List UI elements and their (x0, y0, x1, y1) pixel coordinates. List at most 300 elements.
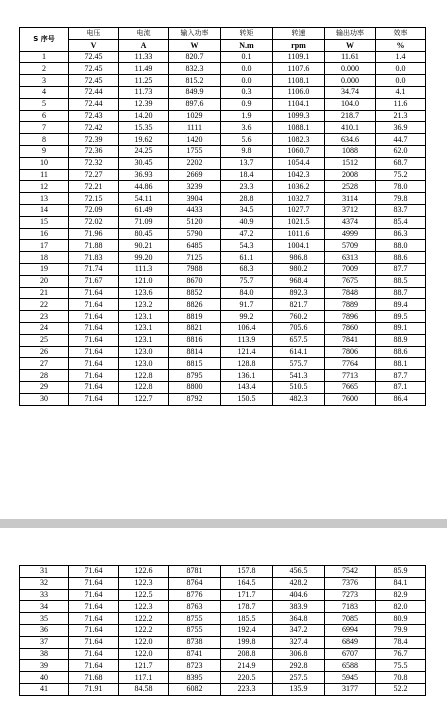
table-cell: 86.3 (376, 228, 426, 240)
table-cell: 71.64 (69, 334, 119, 346)
table-cell: 7009 (325, 263, 376, 275)
table-cell: 20 (20, 275, 69, 287)
table-cell: 28 (20, 370, 69, 382)
table-cell: 35 (20, 613, 69, 625)
table-cell: 1106.0 (273, 86, 325, 98)
table-cell: 8852 (169, 287, 221, 299)
table-cell: 71.09 (119, 216, 169, 228)
table-cell: 71.64 (69, 381, 119, 393)
header-voltage: 电压 (69, 28, 119, 40)
table-cell: 7713 (325, 370, 376, 382)
table-cell: 7 (20, 122, 69, 134)
table-cell: 456.5 (273, 566, 325, 578)
table-row (20, 287, 426, 299)
table-cell: 23.3 (221, 181, 273, 193)
table-cell: 72.09 (69, 204, 119, 216)
table-cell: 61.49 (119, 204, 169, 216)
table-row (20, 683, 426, 695)
table-cell: 7675 (325, 275, 376, 287)
table-row (20, 311, 426, 323)
table-cell: 71.64 (69, 370, 119, 382)
table-row (20, 381, 426, 393)
table-cell: 8738 (169, 636, 221, 648)
table-cell: 8763 (169, 601, 221, 613)
unit-torque: N.m (221, 39, 273, 51)
table-cell: 220.5 (221, 672, 273, 684)
table-cell: 1 (20, 51, 69, 63)
table-row (20, 110, 426, 122)
table-cell: 72.45 (69, 75, 119, 87)
table-row (20, 601, 426, 613)
header-input-power: 输入功率 (169, 28, 221, 40)
table-cell: 82.0 (376, 601, 426, 613)
table-row (20, 263, 426, 275)
table-cell: 135.9 (273, 683, 325, 695)
table-cell: 122.3 (119, 577, 169, 589)
table-cell: 13 (20, 193, 69, 205)
table-cell: 892.3 (273, 287, 325, 299)
table-cell: 72.15 (69, 193, 119, 205)
table-row (20, 322, 426, 334)
table-cell: 6082 (169, 683, 221, 695)
table-row (20, 566, 426, 578)
table-cell: 29 (20, 381, 69, 393)
table-cell: 1004.1 (273, 240, 325, 252)
table-cell: 30 (20, 393, 69, 405)
table-cell: 8821 (169, 322, 221, 334)
table-cell: 4999 (325, 228, 376, 240)
table-cell: 71.91 (69, 683, 119, 695)
table-cell: 171.7 (221, 589, 273, 601)
table-cell: 71.64 (69, 393, 119, 405)
table-cell: 34 (20, 601, 69, 613)
table-cell: 40 (20, 672, 69, 684)
unit-output-power: W (325, 39, 376, 51)
table-cell: 122.0 (119, 648, 169, 660)
table-cell: 17 (20, 240, 69, 252)
table-cell: 88.7 (376, 287, 426, 299)
table-cell: 3.6 (221, 122, 273, 134)
table-cell: 292.8 (273, 660, 325, 672)
table-row (20, 75, 426, 87)
table-cell: 79.9 (376, 624, 426, 636)
table-cell: 0.1 (221, 51, 273, 63)
table-cell: 9.8 (221, 145, 273, 157)
table-cell: 705.6 (273, 322, 325, 334)
table-cell: 18 (20, 252, 69, 264)
table-cell: 541.3 (273, 370, 325, 382)
table-cell: 72.44 (69, 86, 119, 98)
table-cell: 364.8 (273, 613, 325, 625)
table-row (20, 334, 426, 346)
table-cell: 8826 (169, 299, 221, 311)
table-cell: 32 (20, 577, 69, 589)
table-cell: 80.9 (376, 613, 426, 625)
table-cell: 122.0 (119, 636, 169, 648)
table-cell: 19 (20, 263, 69, 275)
table-cell: 136.1 (221, 370, 273, 382)
table-row (20, 216, 426, 228)
table-cell: 72.43 (69, 110, 119, 122)
table-cell: 832.3 (169, 63, 221, 75)
table-cell: 87.1 (376, 381, 426, 393)
table-cell: 1054.4 (273, 157, 325, 169)
table-cell: 327.4 (273, 636, 325, 648)
table-cell: 8670 (169, 275, 221, 287)
table-row (20, 672, 426, 684)
table-cell: 0.0 (221, 63, 273, 75)
table-cell: 8395 (169, 672, 221, 684)
table-cell: 12 (20, 181, 69, 193)
table-cell: 7841 (325, 334, 376, 346)
table-cell: 88.1 (376, 358, 426, 370)
table-cell: 123.1 (119, 311, 169, 323)
table-cell: 122.2 (119, 613, 169, 625)
table-cell: 71.64 (69, 648, 119, 660)
table-cell: 634.6 (325, 134, 376, 146)
table-cell: 11.25 (119, 75, 169, 87)
table-row (20, 134, 426, 146)
table-cell: 84.58 (119, 683, 169, 695)
table-cell: 71.64 (69, 601, 119, 613)
table-cell: 83.7 (376, 204, 426, 216)
table-cell: 1011.6 (273, 228, 325, 240)
table-row (20, 299, 426, 311)
unit-efficiency: % (376, 39, 426, 51)
table-cell: 7848 (325, 287, 376, 299)
table-row (20, 275, 426, 287)
table-cell: 1104.1 (273, 98, 325, 110)
table-cell: 39 (20, 660, 69, 672)
table-cell: 71.64 (69, 346, 119, 358)
table-cell: 1.4 (376, 51, 426, 63)
table-cell: 24.25 (119, 145, 169, 157)
table-cell: 0.0 (221, 75, 273, 87)
table-cell: 84.1 (376, 577, 426, 589)
table-cell: 8819 (169, 311, 221, 323)
table-cell: 7896 (325, 311, 376, 323)
table-cell: 9 (20, 145, 69, 157)
table-cell: 72.39 (69, 134, 119, 146)
table-cell: 52.2 (376, 683, 426, 695)
table-cell: 22 (20, 299, 69, 311)
table-cell: 199.8 (221, 636, 273, 648)
table-cell: 76.7 (376, 648, 426, 660)
table-cell: 13.7 (221, 157, 273, 169)
header-index: S 序号 (20, 28, 69, 52)
table-cell: 72.42 (69, 122, 119, 134)
table-cell: 88.5 (376, 275, 426, 287)
table-cell: 3 (20, 75, 69, 87)
table-cell: 128.8 (221, 358, 273, 370)
table-cell: 8755 (169, 613, 221, 625)
table-cell: 1088 (325, 145, 376, 157)
table-cell: 122.5 (119, 589, 169, 601)
table-cell: 121.4 (221, 346, 273, 358)
table-cell: 19.62 (119, 134, 169, 146)
table-cell: 121.0 (119, 275, 169, 287)
table-cell: 71.64 (69, 299, 119, 311)
table-cell: 7183 (325, 601, 376, 613)
table-cell: 150.5 (221, 393, 273, 405)
table-cell: 8792 (169, 393, 221, 405)
table-row (20, 86, 426, 98)
table-body-page-1 (20, 51, 426, 405)
table-cell: 143.4 (221, 381, 273, 393)
table-cell: 85.9 (376, 566, 426, 578)
table-cell: 6485 (169, 240, 221, 252)
table-cell: 5790 (169, 228, 221, 240)
table-cell: 1.9 (221, 110, 273, 122)
table-row (20, 51, 426, 63)
table-cell: 2008 (325, 169, 376, 181)
table-row (20, 589, 426, 601)
table-cell: 1111 (169, 122, 221, 134)
table-row (20, 636, 426, 648)
table-cell: 1088.1 (273, 122, 325, 134)
table-cell: 8816 (169, 334, 221, 346)
table-cell: 8800 (169, 381, 221, 393)
table-cell: 54.3 (221, 240, 273, 252)
table-cell: 11.49 (119, 63, 169, 75)
table-cell: 8755 (169, 624, 221, 636)
table-cell: 71.67 (69, 275, 119, 287)
table-body-page-2 (20, 566, 426, 696)
table-cell: 3239 (169, 181, 221, 193)
table-cell: 44.86 (119, 181, 169, 193)
table-row (20, 624, 426, 636)
table-cell: 8795 (169, 370, 221, 382)
table-cell: 122.6 (119, 566, 169, 578)
table-cell: 86.4 (376, 393, 426, 405)
table-cell: 5709 (325, 240, 376, 252)
table-cell: 575.7 (273, 358, 325, 370)
table-cell: 122.2 (119, 624, 169, 636)
table-cell: 410.1 (325, 122, 376, 134)
table-cell: 15.35 (119, 122, 169, 134)
unit-voltage: V (69, 39, 119, 51)
table-cell: 7600 (325, 393, 376, 405)
header-output-power: 输出功率 (325, 28, 376, 40)
table-row (20, 393, 426, 405)
document-page-2 (0, 528, 447, 713)
table-cell: 34.74 (325, 86, 376, 98)
table-cell: 4374 (325, 216, 376, 228)
table-cell: 47.2 (221, 228, 273, 240)
table-cell: 71.64 (69, 566, 119, 578)
table-cell: 214.9 (221, 660, 273, 672)
table-row (20, 613, 426, 625)
table-cell: 7273 (325, 589, 376, 601)
table-cell: 8776 (169, 589, 221, 601)
table-cell: 18.4 (221, 169, 273, 181)
table-cell: 85.4 (376, 216, 426, 228)
table-cell: 23 (20, 311, 69, 323)
table-cell: 89.4 (376, 299, 426, 311)
table-cell: 123.0 (119, 358, 169, 370)
table-cell: 70.8 (376, 672, 426, 684)
table-cell: 3712 (325, 204, 376, 216)
table-cell: 72.36 (69, 145, 119, 157)
table-cell: 72.45 (69, 63, 119, 75)
header-torque: 转矩 (221, 28, 273, 40)
table-cell: 614.1 (273, 346, 325, 358)
table-cell: 7889 (325, 299, 376, 311)
table-cell: 14.20 (119, 110, 169, 122)
table-cell: 36.9 (376, 122, 426, 134)
table-cell: 849.9 (169, 86, 221, 98)
table-cell: 72.32 (69, 157, 119, 169)
table-cell: 123.2 (119, 299, 169, 311)
table-cell: 36 (20, 624, 69, 636)
table-cell: 7125 (169, 252, 221, 264)
table-cell: 71.64 (69, 311, 119, 323)
table-cell: 21.3 (376, 110, 426, 122)
table-cell: 5 (20, 98, 69, 110)
table-cell: 2 (20, 63, 69, 75)
table-cell: 178.7 (221, 601, 273, 613)
table-cell: 404.6 (273, 589, 325, 601)
table-cell: 11 (20, 169, 69, 181)
page-separator (0, 519, 447, 528)
table-cell: 760.2 (273, 311, 325, 323)
table-cell: 80.45 (119, 228, 169, 240)
table-cell: 1109.1 (273, 51, 325, 63)
table-cell: 88.6 (376, 346, 426, 358)
table-row (20, 98, 426, 110)
table-row (20, 648, 426, 660)
table-cell: 31 (20, 566, 69, 578)
table-cell: 88.0 (376, 240, 426, 252)
table-cell: 122.8 (119, 370, 169, 382)
table-cell: 6994 (325, 624, 376, 636)
table-row (20, 63, 426, 75)
table-cell: 122.7 (119, 393, 169, 405)
table-cell: 1512 (325, 157, 376, 169)
table-cell: 897.6 (169, 98, 221, 110)
table-cell: 34.5 (221, 204, 273, 216)
table-cell: 815.2 (169, 75, 221, 87)
table-cell: 71.64 (69, 624, 119, 636)
table-cell: 61.1 (221, 252, 273, 264)
table-cell: 192.4 (221, 624, 273, 636)
table-cell: 6588 (325, 660, 376, 672)
table-cell: 68.3 (221, 263, 273, 275)
table-cell: 4 (20, 86, 69, 98)
table-cell: 71.64 (69, 577, 119, 589)
table-cell: 72.21 (69, 181, 119, 193)
table-row (20, 228, 426, 240)
table-cell: 71.64 (69, 287, 119, 299)
table-cell: 7085 (325, 613, 376, 625)
table-cell: 36.93 (119, 169, 169, 181)
table-cell: 0.000 (325, 63, 376, 75)
table-cell: 27 (20, 358, 69, 370)
table-cell: 8781 (169, 566, 221, 578)
table-cell: 6849 (325, 636, 376, 648)
table-cell: 123.6 (119, 287, 169, 299)
table-cell: 122.3 (119, 601, 169, 613)
table-cell: 4.1 (376, 86, 426, 98)
table-cell: 87.7 (376, 370, 426, 382)
table-cell: 12.39 (119, 98, 169, 110)
table-cell: 72.45 (69, 51, 119, 63)
table-cell: 33 (20, 589, 69, 601)
header-units-row (20, 39, 426, 51)
table-cell: 123.0 (119, 346, 169, 358)
table-cell: 8741 (169, 648, 221, 660)
header-efficiency: 效率 (376, 28, 426, 40)
table-cell: 54.11 (119, 193, 169, 205)
table-cell: 1036.2 (273, 181, 325, 193)
table-row (20, 193, 426, 205)
table-cell: 510.5 (273, 381, 325, 393)
table-cell: 3904 (169, 193, 221, 205)
table-cell: 87.7 (376, 263, 426, 275)
table-cell: 1108.1 (273, 75, 325, 87)
table-cell: 0.0 (376, 63, 426, 75)
table-cell: 75.7 (221, 275, 273, 287)
table-cell: 41 (20, 683, 69, 695)
table-row (20, 240, 426, 252)
table-cell: 0.3 (221, 86, 273, 98)
table-cell: 8815 (169, 358, 221, 370)
table-cell: 8764 (169, 577, 221, 589)
table-cell: 980.2 (273, 263, 325, 275)
table-cell: 15 (20, 216, 69, 228)
table-cell: 104.0 (325, 98, 376, 110)
table-cell: 1029 (169, 110, 221, 122)
table-cell: 10 (20, 157, 69, 169)
table-cell: 91.7 (221, 299, 273, 311)
table-cell: 4433 (169, 204, 221, 216)
table-cell: 88.6 (376, 252, 426, 264)
table-cell: 71.64 (69, 660, 119, 672)
table-cell: 75.2 (376, 169, 426, 181)
table-cell: 7764 (325, 358, 376, 370)
table-row (20, 370, 426, 382)
table-cell: 6313 (325, 252, 376, 264)
table-row (20, 145, 426, 157)
table-cell: 218.7 (325, 110, 376, 122)
table-cell: 71.88 (69, 240, 119, 252)
table-cell: 44.7 (376, 134, 426, 146)
table-cell: 1082.3 (273, 134, 325, 146)
table-cell: 99.2 (221, 311, 273, 323)
header-names-row (20, 28, 426, 40)
table-cell: 14 (20, 204, 69, 216)
table-row (20, 346, 426, 358)
table-cell: 89.5 (376, 311, 426, 323)
table-cell: 0.0 (376, 75, 426, 87)
table-cell: 6 (20, 110, 69, 122)
table-cell: 11.6 (376, 98, 426, 110)
unit-current: A (119, 39, 169, 51)
unit-speed: rpm (273, 39, 325, 51)
table-cell: 0.000 (325, 75, 376, 87)
table-cell: 1099.3 (273, 110, 325, 122)
table-cell: 71.96 (69, 228, 119, 240)
table-cell: 21 (20, 287, 69, 299)
table-cell: 28.8 (221, 193, 273, 205)
table-cell: 3114 (325, 193, 376, 205)
table-cell: 24 (20, 322, 69, 334)
table-row (20, 181, 426, 193)
table-cell: 208.8 (221, 648, 273, 660)
table-cell: 122.8 (119, 381, 169, 393)
table-cell: 106.4 (221, 322, 273, 334)
table-cell: 5120 (169, 216, 221, 228)
